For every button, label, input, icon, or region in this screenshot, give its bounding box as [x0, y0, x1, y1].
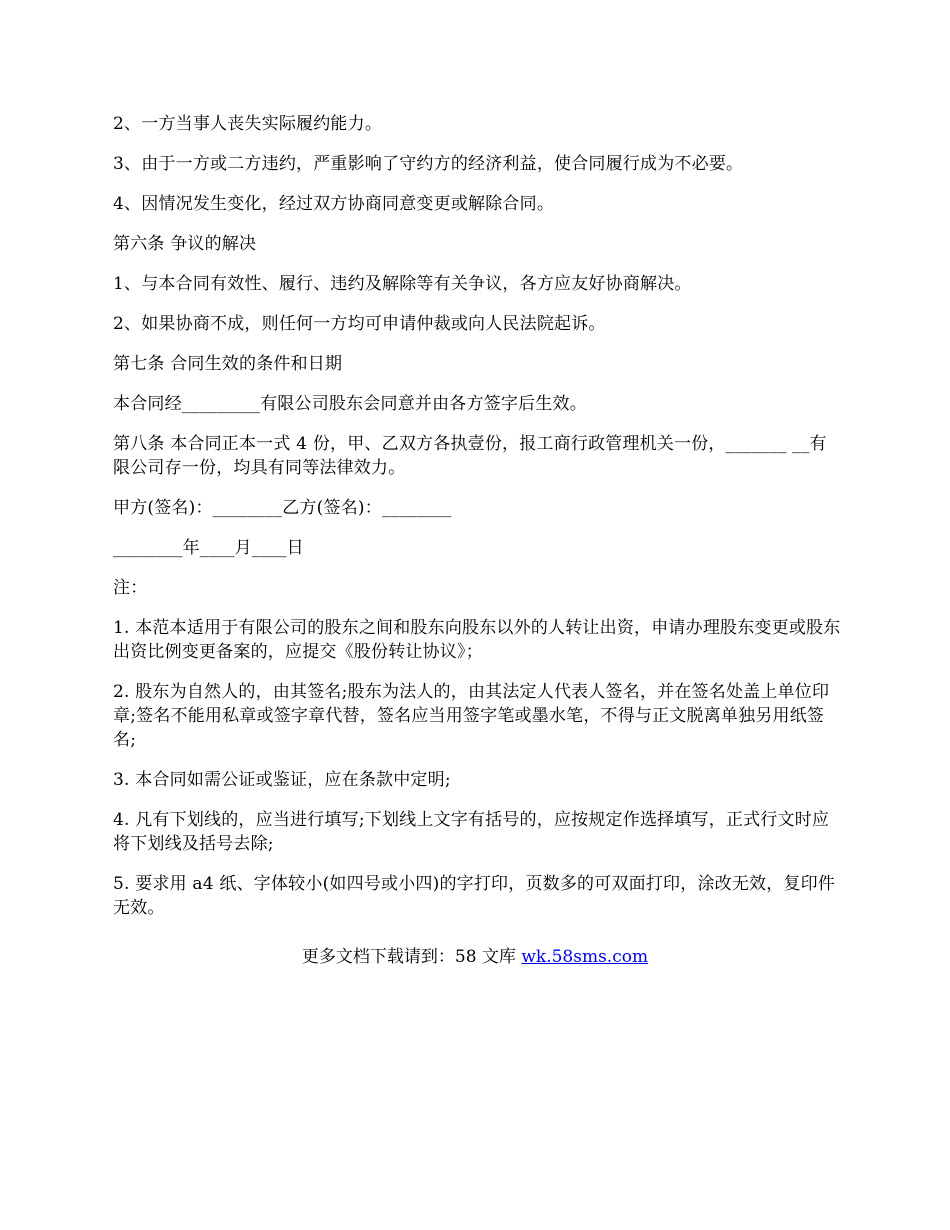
clause-3-breach: 3、由于一方或二方违约，严重影响了守约方的经济利益，使合同履行成为不必要。 [113, 154, 744, 174]
article-6-heading: 第六条 争议的解决 [113, 234, 257, 254]
document-body [113, 112, 841, 920]
clause-2-incapacity: 2、一方当事人丧失实际履约能力。 [113, 114, 383, 134]
article-6-clause-1: 1、与本合同有效性、履行、违约及解除等有关争议，各方应友好协商解决。 [113, 274, 692, 294]
notes-heading: 注： [113, 578, 148, 598]
article-7-text: 本合同经_________有限公司股东会同意并由各方签字后生效。 [113, 394, 587, 414]
note-1: 1. 本范本适用于有限公司的股东之间和股东向股东以外的人转让出资，申请办理股东变更或股东出资比例变更备案的，应提交《股份转让协议》； [113, 618, 841, 662]
note-5: 5. 要求用 a4 纸、字体较小(如四号或小四)的字打印，页数多的可双面打印，涂改无效，复印件无效。 [113, 874, 836, 918]
footer [0, 945, 950, 969]
signature-line: 甲方(签名)：________乙方(签名)：________ [113, 498, 452, 518]
article-7-heading: 第七条 合同生效的条件和日期 [113, 354, 343, 374]
date-line: ________年____月____日 [113, 538, 304, 558]
note-4: 4. 凡有下划线的，应当进行填写;下划线上文字有括号的，应按规定作选择填写，正式行文时应将下划线及括号去除; [113, 810, 830, 854]
clause-4-change: 4、因情况发生变化，经过双方协商同意变更或解除合同。 [113, 194, 555, 214]
footer-prefix: 更多文档下载请到：58 文库 [301, 947, 522, 967]
note-3: 3. 本合同如需公证或鉴证，应在条款中定明; [113, 770, 451, 790]
article-6-clause-2: 2、如果协商不成，则任何一方均可申请仲裁或向人民法院起诉。 [113, 314, 606, 334]
article-8-text: 第八条 本合同正本一式 4 份，甲、乙双方各执壹份，报工商行政管理机关一份，_______ __有限公司存一份，均具有同等法律效力。 [113, 434, 827, 478]
note-2: 2. 股东为自然人的，由其签名;股东为法人的，由其法定人代表人签名，并在签名处盖上单位印章;签名不能用私章或签字章代替，签名应当用签字笔或墨水笔，不得与正文脱离单独另用纸签名; [113, 682, 830, 750]
footer-link[interactable]: wk.58sms.com [521, 947, 649, 967]
